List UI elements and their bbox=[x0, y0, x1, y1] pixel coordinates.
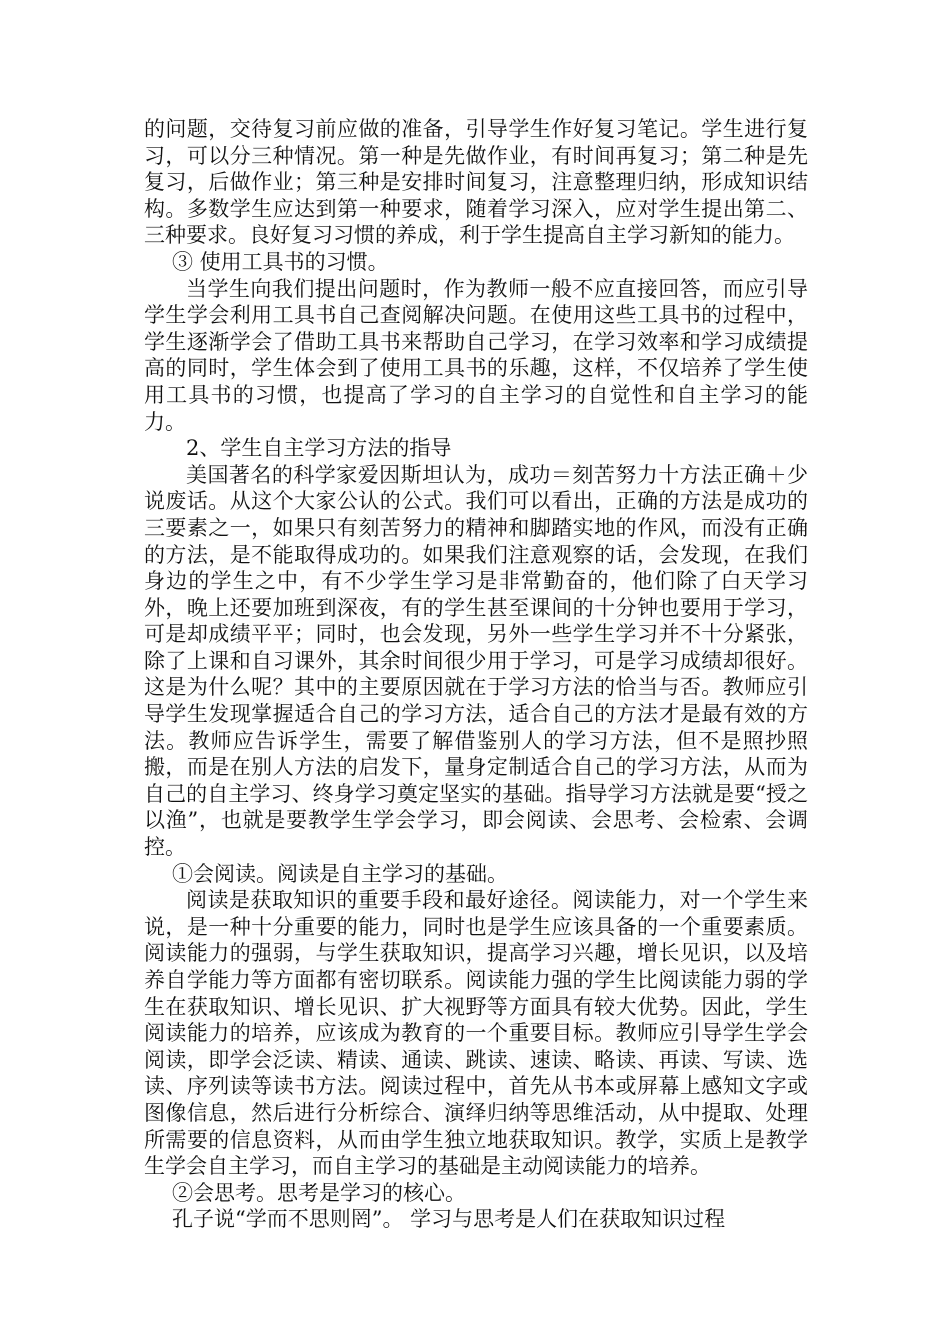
paragraph-reference-books: 当学生向我们提出问题时，作为教师一般不应直接回答，而应引导学生学会利用工具书自己查阅解决问题。在使用这些工具书的过程中，学生逐渐学会了借助工具书来帮助自己学习，在学习效率和学习成绩提高的同时，学生体会到了使用工具书的乐趣，这样，不仅培养了学生使用工具书的习惯，也提高了学习的自主学习的自觉性和自主学习的能力。 bbox=[144, 276, 808, 434]
paragraph-study-methods: 美国著名的科学家爱因斯坦认为，成功＝刻苦努力十方法正确＋少说废话。从这个大家公认的公式。我们可以看出，正确的方法是成功的三要素之一，如果只有刻苦努力的精神和脚踏实地的作风，而没有正确的方法，是不能取得成功的。如果我们注意观察的话，会发现，在我们身边的学生之中，有不少学生学习是非常勤奋的，他们除了白天学习外，晚上还要加班到深夜，有的学生甚至课间的十分钟也要用于学习，可是却成绩平平；同时，也会发现，另外一些学生学习并不十分紧张，除了上课和自习课外，其余时间很少用于学习，可是学习成绩却很好。这是为什么呢？其中的主要原因就在于学习方法的恰当与否。教师应引导学生发现掌握适合自己的学习方法，适合自己的方法才是最有效的方法。教师应告诉学生，需要了解借鉴别人的学习方法，但不是照抄照搬，而是在别人方法的启发下，量身定制适合自己的学习方法，从而为自己的自主学习、终身学习奠定坚实的基础。指导学习方法就是要“授之以渔”，也就是要教学生学会学习，即会阅读、会思考、会检索、会调控。 bbox=[144, 462, 808, 860]
paragraph-thinking: 孔子说“学而不思则罔”。 学习与思考是人们在获取知识过程 bbox=[172, 1207, 726, 1232]
heading-reading: ①会阅读。阅读是自主学习的基础。 bbox=[172, 861, 508, 886]
paragraph-review-habits: 的问题，交待复习前应做的准备，引导学生作好复习笔记。学生进行复习，可以分三种情况。第一种是先做作业，有时间再复习；第二种是先复习，后做作业；第三种是安排时间复习，注意整理归纳，形成知识结构。多数学生应达到第一种要求，随着学习深入，应对学生提出第二、三种要求。良好复习习惯的养成，利于学生提高自主学习新知的能力。 bbox=[144, 117, 808, 248]
section-heading-study-methods: 2、学生自主学习方法的指导 bbox=[186, 436, 452, 461]
document-page bbox=[144, 116, 808, 1233]
paragraph-reading: 阅读是获取知识的重要手段和最好途径。阅读能力，对一个学生来说，是一种十分重要的能力，同时也是学生应该具备的一个重要素质。阅读能力的强弱，与学生获取知识，提高学习兴趣，增长见识，以及培养自学能力等方面都有密切联系。阅读能力强的学生比阅读能力弱的学生在获取知识、增长见识、扩大视野等方面具有较大优势。因此，学生阅读能力的培养，应该成为教育的一个重要目标。教师应引导学生学会阅读，即学会泛读、精读、通读、跳读、速读、略读、再读、写读、选读、序列读等读书方法。阅读过程中，首先从书本或屏幕上感知文字或图像信息，然后进行分析综合、演绎归纳等思维活动，从中提取、处理所需要的信息资料，从而由学生独立地获取知识。教学，实质上是教学生学会自主学习，而自主学习的基础是主动阅读能力的培养。 bbox=[144, 888, 808, 1179]
heading-reference-book-habit: ③ 使用工具书的习惯。 bbox=[172, 249, 389, 274]
heading-thinking: ②会思考。思考是学习的核心。 bbox=[172, 1180, 466, 1205]
